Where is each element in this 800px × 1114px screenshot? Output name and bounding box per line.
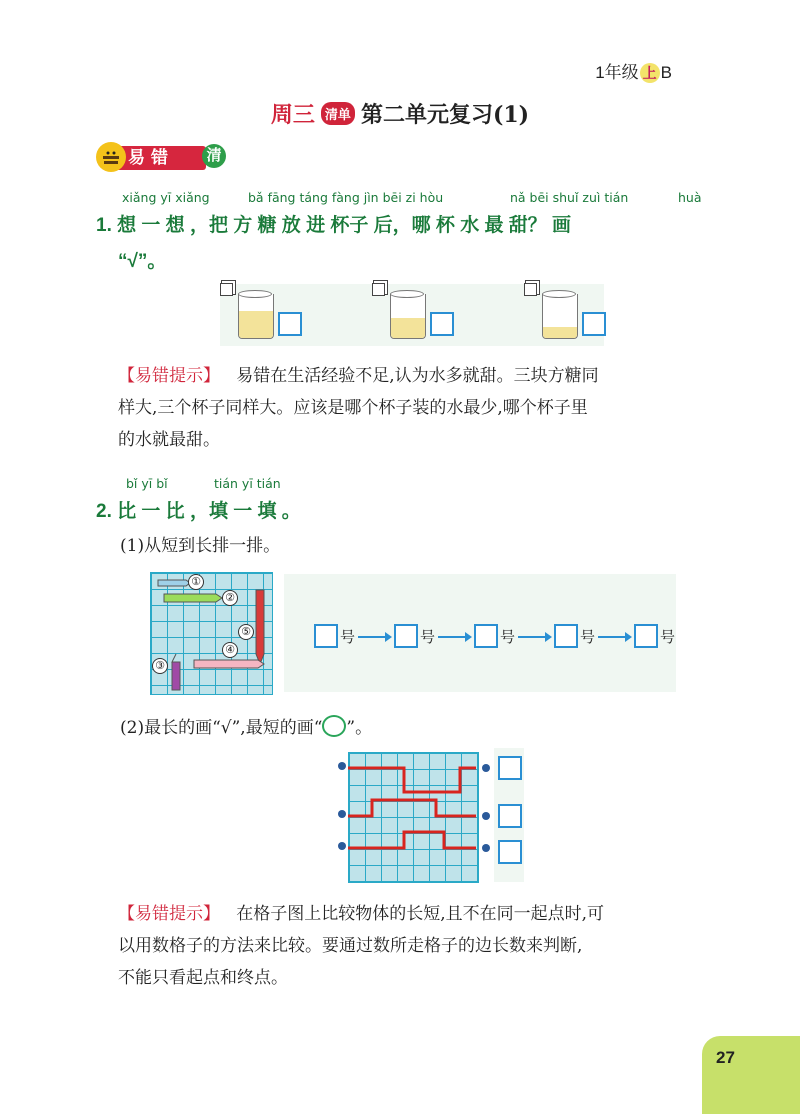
arrow-icon [518,636,550,638]
ant-icon [338,810,346,818]
tip2 [118,898,718,994]
q1-pinyin-4: huà [678,190,702,205]
q1-pinyin-2: bǎ fāng táng fàng jìn bēi zi hòu [248,190,444,205]
page-number: 27 [716,1048,735,1067]
paths-svg [348,752,478,882]
ants-left [332,756,352,876]
path-2 [348,800,476,816]
sugar-cube-icon [524,283,537,296]
q1-line2: “√”。 [118,251,167,272]
sequence-box-4[interactable] [554,624,578,648]
q2-part2-prefix: (2)最长的画“√”,最短的画“ [120,718,323,738]
answer-box-cup-1[interactable] [278,312,302,336]
pencil-3 [172,654,180,690]
pencil-label-1: ① [188,574,204,590]
pencil-label-3: ③ [152,658,168,674]
page-number-tab [702,1036,800,1114]
grade-mark: 上 [640,63,660,83]
grade-label [595,58,672,83]
answer-box-cup-2[interactable] [430,312,454,336]
ant-icon [482,812,490,820]
cup-water [239,311,273,338]
sequence-unit-label: 号 [500,628,516,646]
sequence-unit-label: 号 [340,628,356,646]
answer-box-path-3[interactable] [498,840,522,864]
q2-heading: 2. 比 一 比 ，填 一 填 。 [96,501,301,522]
pencil-5 [256,590,264,664]
q2-pinyin-1: bǐ yī bǐ [126,476,168,491]
sequence-box-2[interactable] [394,624,418,648]
pencil-1 [158,580,190,586]
cup-rim [542,290,576,298]
q2-part2-suffix: ”。 [346,718,373,738]
tip1-label: 【易错提示】 [118,366,220,385]
sugar-cube-icon [220,283,233,296]
sequence-unit-label: 号 [660,628,676,646]
grade-text: 1年级 [595,63,639,82]
pencil-label-5: ⑤ [238,624,254,640]
q2-pinyin-2: tián yī tián [214,476,281,491]
tip1 [118,360,718,456]
tip1-line1: 易错在生活经验不足,认为水多就甜。三块方糖同 [236,366,599,386]
tip2-line2: 以用数格子的方法来比较。要通过数所走格子的边长数来判断, [118,936,583,956]
answer-box-path-1[interactable] [498,756,522,780]
q1-pinyin-3: nǎ bēi shuǐ zuì tián [510,190,629,205]
q1-pinyin-1: xiǎng yī xiǎng [122,190,210,205]
pencil-label-2: ② [222,590,238,606]
q2-part1: (1)从短到长排一排。 [120,536,281,556]
cup-2 [390,294,426,339]
title-badge: 清单 [321,102,355,125]
tip1-line2: 样大,三个杯子同样大。应该是哪个杯子装的水最少,哪个杯子里 [118,398,588,418]
title-unit: 第二单元复习(1) [360,102,530,128]
ant-icon [482,764,490,772]
pencil-2 [164,594,222,602]
page-title [0,98,800,129]
tip2-label: 【易错提示】 [118,904,220,923]
ants-right [476,756,496,876]
circle-icon [322,715,346,737]
pencil-label-4: ④ [222,642,238,658]
cup-rim [390,290,424,298]
cup-1 [238,294,274,339]
sequence-unit-label: 号 [580,628,596,646]
sugar-cube-icon [372,283,385,296]
banner-badge: 清 [202,144,226,168]
arrow-icon [358,636,390,638]
sequence-unit-label: 号 [420,628,436,646]
banner-bar: 易错 [114,146,206,170]
arrow-icon [598,636,630,638]
cup-water [391,318,425,338]
bee-icon [96,142,126,172]
sequence-box-5[interactable] [634,624,658,648]
title-day: 周三 [270,102,315,128]
section-banner [96,142,222,172]
path-3 [348,832,476,848]
ant-icon [338,762,346,770]
ant-icon [482,844,490,852]
sequence-box-1[interactable] [314,624,338,648]
q1-line1: 1. 想 一 想 ，把 方 糖 放 进 杯子 后，哪 杯 水 最 甜？ 画 [96,215,572,236]
cup-rim [238,290,272,298]
sequence-box-3[interactable] [474,624,498,648]
tip1-line3: 的水就最甜。 [118,430,220,450]
ant-icon [338,842,346,850]
answer-box-path-2[interactable] [498,804,522,828]
q2-part2 [120,712,372,744]
cup-water [543,327,577,338]
answer-box-cup-3[interactable] [582,312,606,336]
pencil-4 [194,660,264,668]
cup-3 [542,294,578,339]
grade-suffix: B [660,63,672,82]
tip2-line3: 不能只看起点和终点。 [118,968,288,988]
tip2-line1: 在格子图上比较物体的长短,且不在同一起点时,可 [236,904,605,924]
arrow-icon [438,636,470,638]
path-1 [348,768,476,792]
